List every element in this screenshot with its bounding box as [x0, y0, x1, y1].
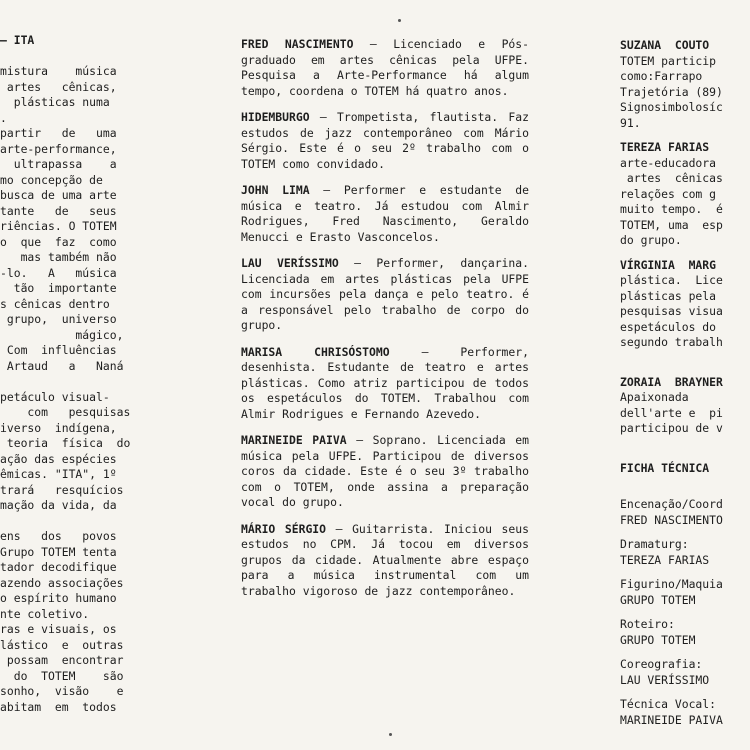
text-line: busca de uma arte: [0, 188, 117, 202]
fold-mark-top: [398, 19, 401, 22]
bio-text: – Licenciado e Pós-graduado em artes cênicas pela UFPE. Pesquisa a Arte-Performance há algum tempo, coordena o TOTEM há quatro anos.: [241, 37, 529, 98]
credit-figurino: [620, 577, 750, 608]
text-line: ação das espécies: [0, 451, 117, 466]
text-line: mistura música: [0, 64, 117, 78]
bio-name-zoraia: ZORAIA BRAYNER: [620, 374, 723, 389]
text-line: Artaud a Naná: [0, 358, 124, 373]
ficha-tecnica-heading: FICHA TÉCNICA: [620, 460, 710, 475]
bio-line: espetáculos do: [620, 319, 717, 334]
credit-value: GRUPO TOTEM: [620, 592, 696, 607]
bio-name-suzana: SUZANA COUTO: [620, 38, 710, 52]
bio-line: TOTEM particip: [620, 53, 717, 68]
credit-tecnica-vocal: [620, 697, 750, 728]
credit-label: Coreografia:: [620, 657, 703, 671]
bio-text: – Guitarrista. Iniciou seus estudos no CPM. Já tocou em diversos grupos da cidade. Atualmente abre espaço para a música instrumental com um trabalho vigoroso de jazz contemporâneo.: [241, 521, 529, 598]
text-line: iverso indígena,: [0, 420, 117, 435]
bio-name-virginia: VÍRGINIA MARG: [620, 257, 717, 272]
credit-value: LAU VERÍSSIMO: [620, 672, 710, 687]
credit-encenacao: [620, 497, 750, 528]
bio-line: 91.: [620, 115, 641, 130]
bio-line: Signosimbolosíc: [620, 100, 723, 114]
text-line: do TOTEM são: [0, 668, 124, 683]
text-line: partir de uma: [0, 126, 117, 140]
credit-value: FRED NASCIMENTO: [620, 512, 723, 527]
credit-label: Dramaturg:: [620, 537, 689, 551]
bio-text: – Trompetista, flautista. Faz estudos de jazz contemporâneo com Mário Sérgio. Este é o seu 2º trabalho com o TOTEM como convidado.: [241, 110, 529, 171]
text-line: .: [0, 110, 7, 125]
text-line: plásticas numa: [0, 95, 110, 109]
text-line: o que faz como: [0, 234, 117, 249]
bio-name: MARISA CHRISÓSTOMO: [241, 344, 390, 359]
text-line: [0, 374, 157, 390]
bio-text: – Performer, dançarina. Licenciada em artes plásticas pela UFPE com incursões pela dança e pelo teatro. é a responsável pelo trabalho de corpo do grupo.: [241, 256, 529, 332]
text-line: êmicas. "ITA", 1º: [0, 467, 117, 481]
bio-line: relações com g: [620, 186, 717, 201]
text-line: mo concepção de: [0, 172, 103, 187]
credit-label: Roteiro:: [620, 617, 675, 631]
bio-lines-tereza: [620, 156, 750, 249]
bio-text: – Performer e estudante de música e teatro. Já estudou com Almir Rodrigues, Fred Nascimento, Geraldo Menucci e Erasto Vasconcelos.: [241, 183, 529, 244]
bio-line: como:Farrapo: [620, 69, 703, 83]
bio-hidemburgo: [241, 110, 529, 172]
fold-mark-bottom: [389, 733, 392, 736]
bio-line: plásticas pela: [620, 288, 717, 303]
text-line: trará resquícios: [0, 482, 124, 497]
bio-line: segundo trabalh: [620, 335, 723, 349]
credit-value: TEREZA FARIAS: [620, 552, 710, 567]
bio-line: plástica. Lice: [620, 273, 723, 287]
text-line: grupo, universo: [0, 312, 117, 326]
text-line: teoria física do: [0, 436, 131, 450]
bio-line: arte-educadora: [620, 155, 717, 170]
credit-label: Encenação/Coord: [620, 497, 723, 511]
credit-dramaturgia: [620, 537, 750, 568]
bio-john-lima: [241, 183, 529, 245]
text-line: mação da vida, da: [0, 498, 117, 512]
bio-line: dell'arte e pi: [620, 405, 723, 420]
text-line: Com influências: [0, 343, 117, 357]
text-line: tão importante: [0, 281, 117, 295]
credit-coreografia: [620, 657, 750, 688]
bio-name: MÁRIO SÉRGIO: [241, 521, 327, 536]
credit-label: Técnica Vocal:: [620, 697, 717, 711]
bio-lines-virginia: [620, 273, 750, 351]
bio-line: artes cênicas: [620, 171, 723, 185]
bio-mario-sergio: [241, 522, 529, 600]
bio-fred-nascimento: [241, 37, 529, 99]
credit-label: Figurino/Maquia: [620, 577, 723, 591]
text-line: riências. O TOTEM: [0, 219, 117, 233]
text-line: o espírito humano: [0, 591, 117, 605]
bio-text: – Performer, desenhista. Estudante de teatro e artes plásticas. Como atriz participou de todos os espetáculos do TOTEM. Trabalhou com Almir Rodrigues e Fernando Azevedo.: [241, 344, 529, 421]
credits-list: [620, 497, 750, 728]
text-line: -lo. A música: [0, 265, 117, 280]
cast-bios-column: [241, 37, 529, 610]
right-column: [620, 38, 750, 728]
text-line: ras e visuais, os: [0, 622, 117, 636]
bio-line: TOTEM, uma esp: [620, 217, 723, 232]
bio-line: Trajetória (89): [620, 84, 723, 99]
text-line: sonho, visão e: [0, 684, 124, 698]
text-line: s cênicas dentro: [0, 296, 110, 311]
bio-line: do grupo.: [620, 233, 682, 247]
text-line: [0, 514, 157, 530]
bio-name: FRED NASCIMENTO: [241, 37, 354, 51]
text-line: abitam em todos: [0, 699, 117, 714]
bio-lines-suzana: [620, 54, 750, 132]
text-line: azendo associações: [0, 575, 124, 590]
bio-name-tereza: TEREZA FARIAS: [620, 140, 710, 154]
bio-name: MARINEIDE PAIVA: [241, 433, 347, 447]
bio-marisa-chrisostomo: [241, 345, 529, 423]
bio-text: – Soprano. Licenciada em música pela UFPE. Participou de diversos coros da cidade. Este é o seu 3º trabalho com o TOTEM, onde assina a preparação vocal do grupo.: [241, 433, 529, 509]
left-column-text: [0, 33, 157, 715]
bio-line: muito tempo. é: [620, 202, 723, 216]
credit-value: GRUPO TOTEM: [620, 632, 696, 647]
text-line: tante de seus: [0, 203, 117, 218]
text-line: mas também não: [0, 250, 117, 264]
bio-name: LAU VERÍSSIMO: [241, 256, 339, 270]
text-line: ens dos povos: [0, 529, 117, 543]
text-line: lástico e outras: [0, 637, 124, 652]
text-line: possam encontrar: [0, 653, 124, 667]
bio-line: pesquisas visua: [620, 304, 723, 318]
bio-name: HIDEMBURGO: [241, 110, 310, 124]
bio-line: participou de v: [620, 421, 723, 435]
text-line: petáculo visual-: [0, 389, 110, 404]
text-line: [0, 49, 157, 65]
credit-roteiro: [620, 617, 750, 648]
text-line: ultrapassa a: [0, 157, 117, 171]
section-heading: – ITA: [0, 33, 35, 47]
text-line: mágico,: [0, 327, 124, 342]
text-line: arte-performance,: [0, 141, 117, 156]
text-line: artes cênicas,: [0, 79, 117, 94]
text-line: Grupo TOTEM tenta: [0, 544, 117, 559]
bio-lau-verissimo: [241, 256, 529, 334]
bio-name: JOHN LIMA: [241, 183, 310, 197]
bio-marineide-paiva: [241, 433, 529, 511]
bio-lines-zoraia: [620, 390, 750, 437]
credit-value: MARINEIDE PAIVA: [620, 712, 723, 727]
text-line: nte coletivo.: [0, 606, 90, 621]
bio-line: Apaixonada: [620, 390, 689, 404]
text-line: com pesquisas: [0, 405, 131, 419]
text-line: tador decodifique: [0, 560, 117, 574]
